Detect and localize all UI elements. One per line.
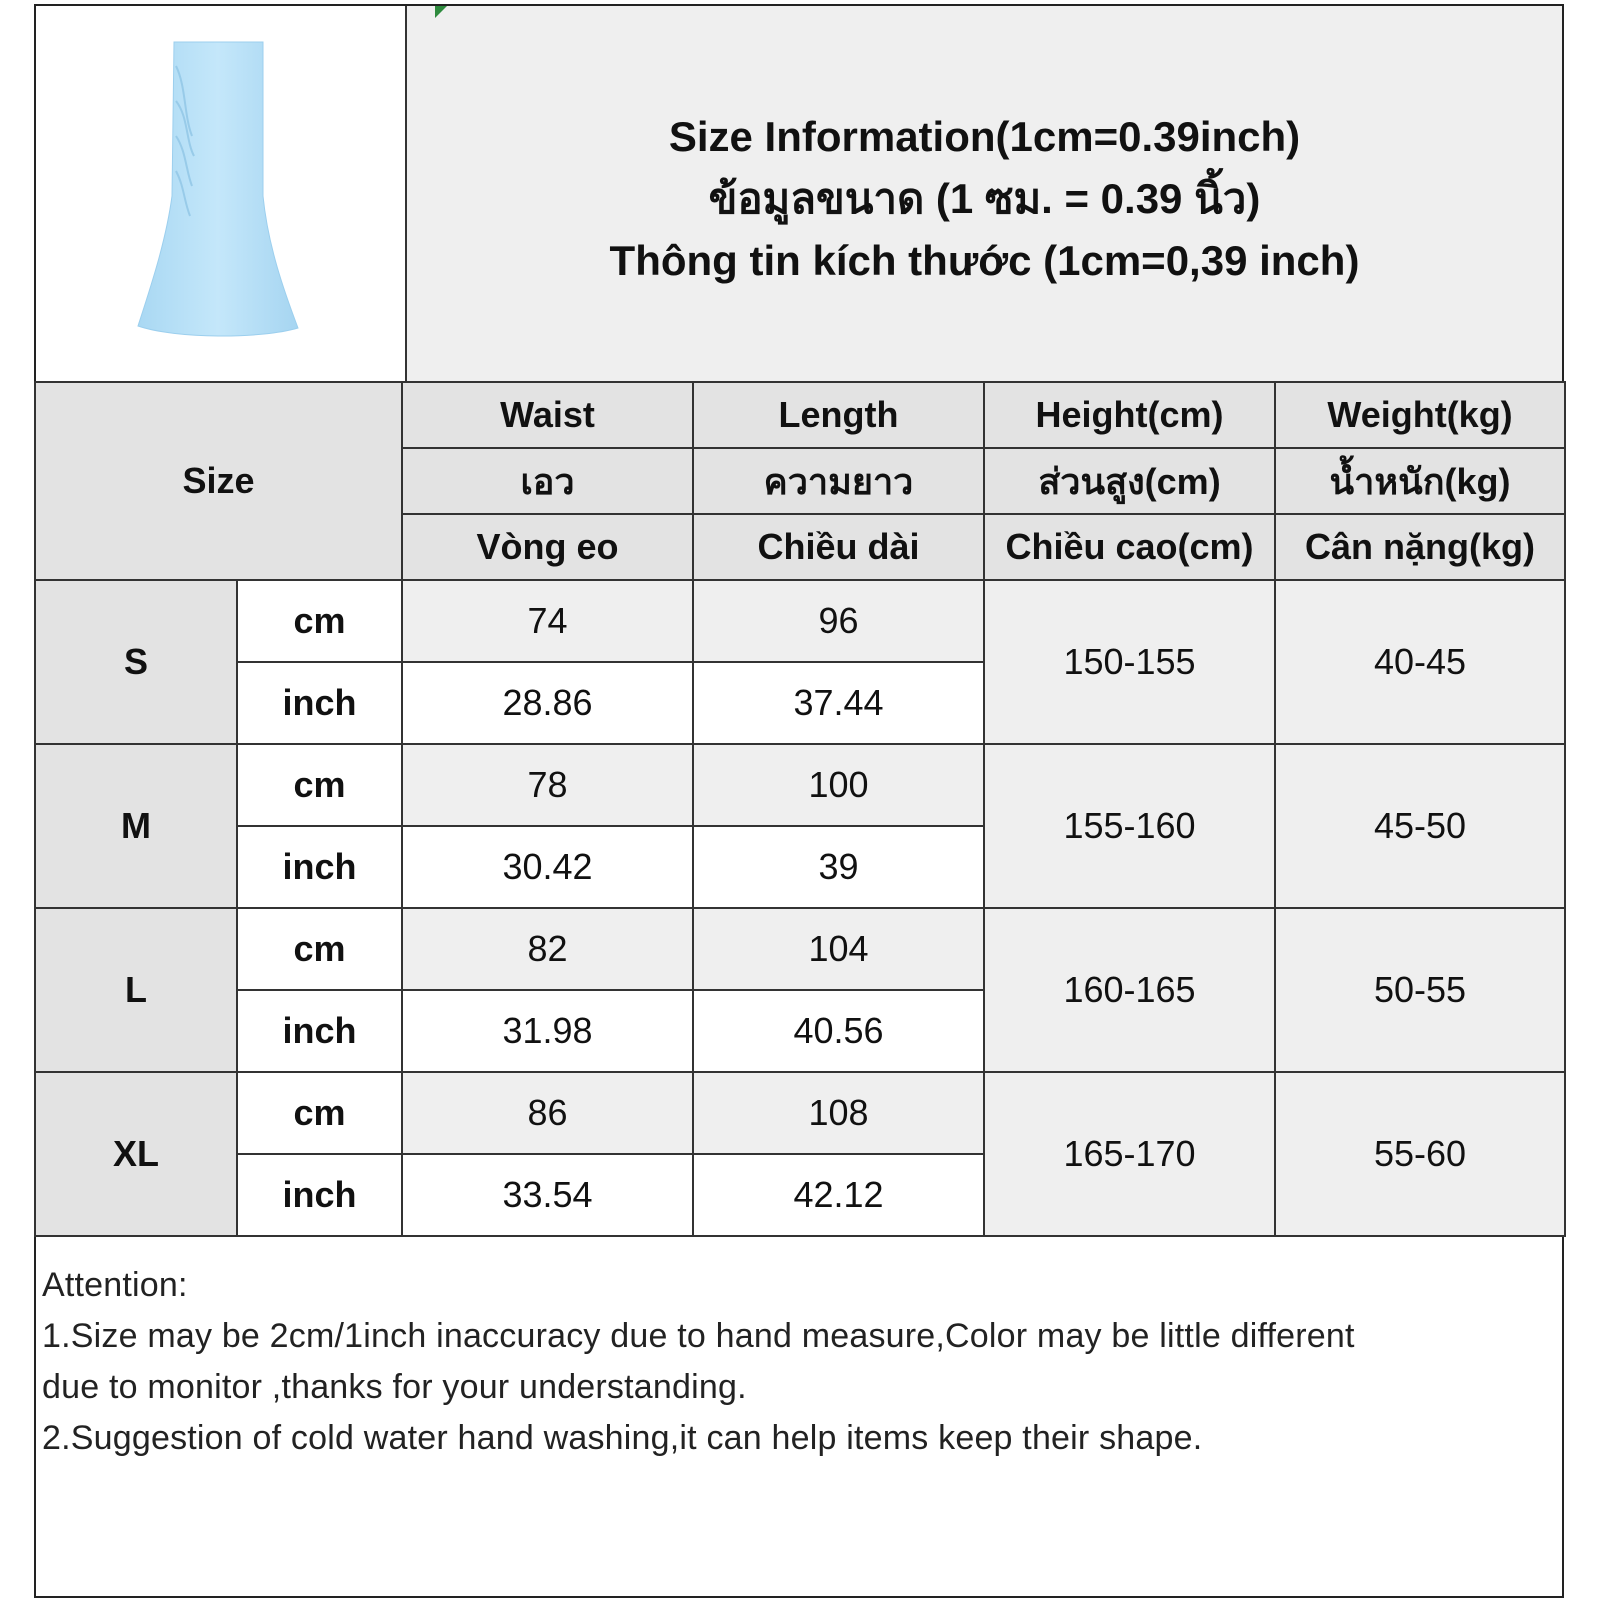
length-cm: 108 — [693, 1072, 984, 1154]
waist-inch: 31.98 — [402, 990, 693, 1072]
size-label: M — [35, 744, 237, 908]
col-height-en: Height(cm) — [984, 382, 1275, 448]
weight-range: 45-50 — [1275, 744, 1565, 908]
waist-cm: 78 — [402, 744, 693, 826]
unit-cm: cm — [237, 744, 402, 826]
size-table — [34, 381, 1566, 1237]
size-label: XL — [35, 1072, 237, 1236]
col-weight-vi: Cân nặng(kg) — [1275, 514, 1565, 580]
col-weight-en: Weight(kg) — [1275, 382, 1565, 448]
col-height-th: ส่วนสูง(cm) — [984, 448, 1275, 514]
waist-cm: 82 — [402, 908, 693, 990]
header-row-english — [35, 382, 1565, 448]
length-inch: 40.56 — [693, 990, 984, 1072]
note-line-1b: due to monitor ,thanks for your understanding. — [42, 1368, 747, 1406]
col-length-th: ความยาว — [693, 448, 984, 514]
size-chart — [34, 4, 1564, 1598]
waist-inch: 30.42 — [402, 826, 693, 908]
corner-marker — [435, 6, 447, 18]
waist-cm: 86 — [402, 1072, 693, 1154]
unit-cm: cm — [237, 1072, 402, 1154]
weight-range: 55-60 — [1275, 1072, 1565, 1236]
size-header: Size — [35, 382, 402, 580]
title-english: Size Information(1cm=0.39inch) — [668, 112, 1301, 160]
size-label: S — [35, 580, 237, 744]
unit-inch: inch — [237, 1154, 402, 1236]
note-line-2: 2.Suggestion of cold water hand washing,it can help items keep their shape. — [42, 1419, 1203, 1457]
length-cm: 96 — [693, 580, 984, 662]
waist-inch: 33.54 — [402, 1154, 693, 1236]
col-weight-th: น้ำหนัก(kg) — [1275, 448, 1565, 514]
unit-inch: inch — [237, 826, 402, 908]
length-inch: 39 — [693, 826, 984, 908]
height-range: 150-155 — [984, 580, 1275, 744]
length-cm: 104 — [693, 908, 984, 990]
col-height-vi: Chiều cao(cm) — [984, 514, 1275, 580]
col-waist-th: เอว — [402, 448, 693, 514]
title-thai: ข้อมูลขนาด (1 ซม. = 0.39 นิ้ว) — [708, 174, 1261, 222]
product-image-cell — [36, 6, 407, 381]
unit-cm: cm — [237, 908, 402, 990]
waist-cm: 74 — [402, 580, 693, 662]
height-range: 165-170 — [984, 1072, 1275, 1236]
notes-heading: Attention: — [42, 1266, 188, 1304]
title-vietnamese: Thông tin kích thước (1cm=0,39 inch) — [609, 236, 1360, 284]
col-length-vi: Chiều dài — [693, 514, 984, 580]
unit-cm: cm — [237, 580, 402, 662]
height-range: 155-160 — [984, 744, 1275, 908]
attention-notes — [42, 1260, 1558, 1464]
col-length-en: Length — [693, 382, 984, 448]
unit-inch: inch — [237, 662, 402, 744]
note-line-1a: 1.Size may be 2cm/1inch inaccuracy due to hand measure,Color may be little different — [42, 1317, 1355, 1355]
height-range: 160-165 — [984, 908, 1275, 1072]
size-info-title — [407, 6, 1562, 381]
blue-maxi-skirt-image — [36, 6, 407, 381]
unit-inch: inch — [237, 990, 402, 1072]
col-waist-en: Waist — [402, 382, 693, 448]
weight-range: 40-45 — [1275, 580, 1565, 744]
table-row — [35, 580, 1565, 662]
length-inch: 42.12 — [693, 1154, 984, 1236]
table-row — [35, 908, 1565, 990]
length-inch: 37.44 — [693, 662, 984, 744]
waist-inch: 28.86 — [402, 662, 693, 744]
table-row — [35, 744, 1565, 826]
weight-range: 50-55 — [1275, 908, 1565, 1072]
table-row — [35, 1072, 1565, 1154]
length-cm: 100 — [693, 744, 984, 826]
col-waist-vi: Vòng eo — [402, 514, 693, 580]
size-label: L — [35, 908, 237, 1072]
